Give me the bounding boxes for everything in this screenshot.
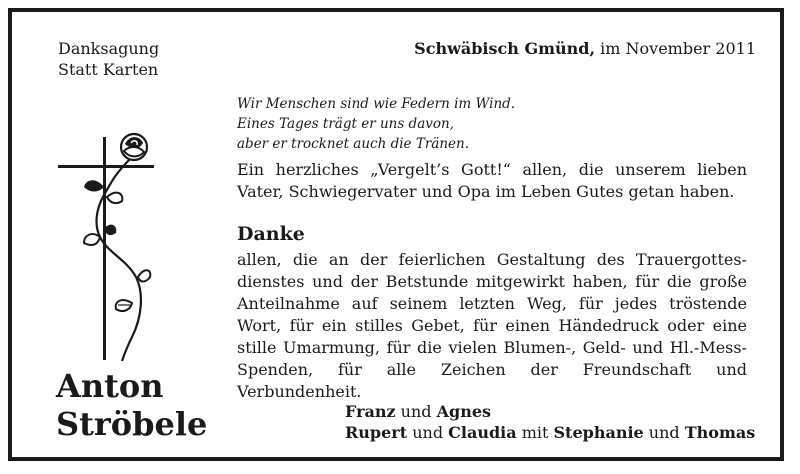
signer-conjunction: und: [395, 402, 437, 421]
place-date: [414, 38, 756, 59]
poem: [237, 94, 515, 154]
signer-conjunction: und: [407, 423, 449, 442]
deceased-last-name: Ströbele: [56, 405, 208, 443]
intro-paragraph: Ein herzliches „Vergelt’s Gott!“ allen, die unserem lieben Vater, Schwiegervater und Opa im Leben Gutes getan haben.: [237, 160, 747, 201]
poem-line: aber er trocknet auch die Tränen.: [237, 136, 470, 152]
danke-paragraph: allen, die an der feierlichen Gestaltung des Trauergottesdienstes und der Betstunde mitgewirkt haben, für die große Anteilnahme auf seinem letzten Weg, für jedes tröstende Wort, für ein stilles Gebet, für einen Händedruck oder eine stille Umarmung, für die vielen Blumen-, Geld- und Hl.-Mess-Spenden, für alle Zeichen der Freundschaft und Verbundenheit.: [237, 250, 747, 401]
signer-name: Agnes: [436, 402, 492, 421]
signer-name: Rupert: [345, 423, 408, 442]
signer-name: Stephanie: [553, 423, 644, 442]
signer-conjunction: mit: [516, 423, 554, 442]
signer-name: Franz: [345, 402, 396, 421]
signer-name: Claudia: [448, 423, 517, 442]
place: Schwäbisch Gmünd,: [414, 39, 596, 58]
signature-line: [345, 422, 755, 444]
notice-type: [58, 38, 159, 80]
signer-name: Thomas: [684, 423, 756, 442]
deceased-first-name: Anton: [56, 367, 164, 405]
cross-with-rose-icon: [52, 117, 182, 367]
notice-type-line2: Statt Karten: [58, 60, 159, 79]
poem-line: Eines Tages trägt er uns davon,: [237, 116, 454, 132]
notice-frame: [8, 8, 784, 461]
danke-heading: Danke: [237, 223, 305, 245]
date: im November 2011: [595, 39, 756, 58]
signature-line: [345, 401, 491, 423]
signer-conjunction: und: [643, 423, 685, 442]
poem-line: Wir Menschen sind wie Federn im Wind.: [237, 96, 516, 112]
notice-type-line1: Danksagung: [58, 39, 160, 58]
